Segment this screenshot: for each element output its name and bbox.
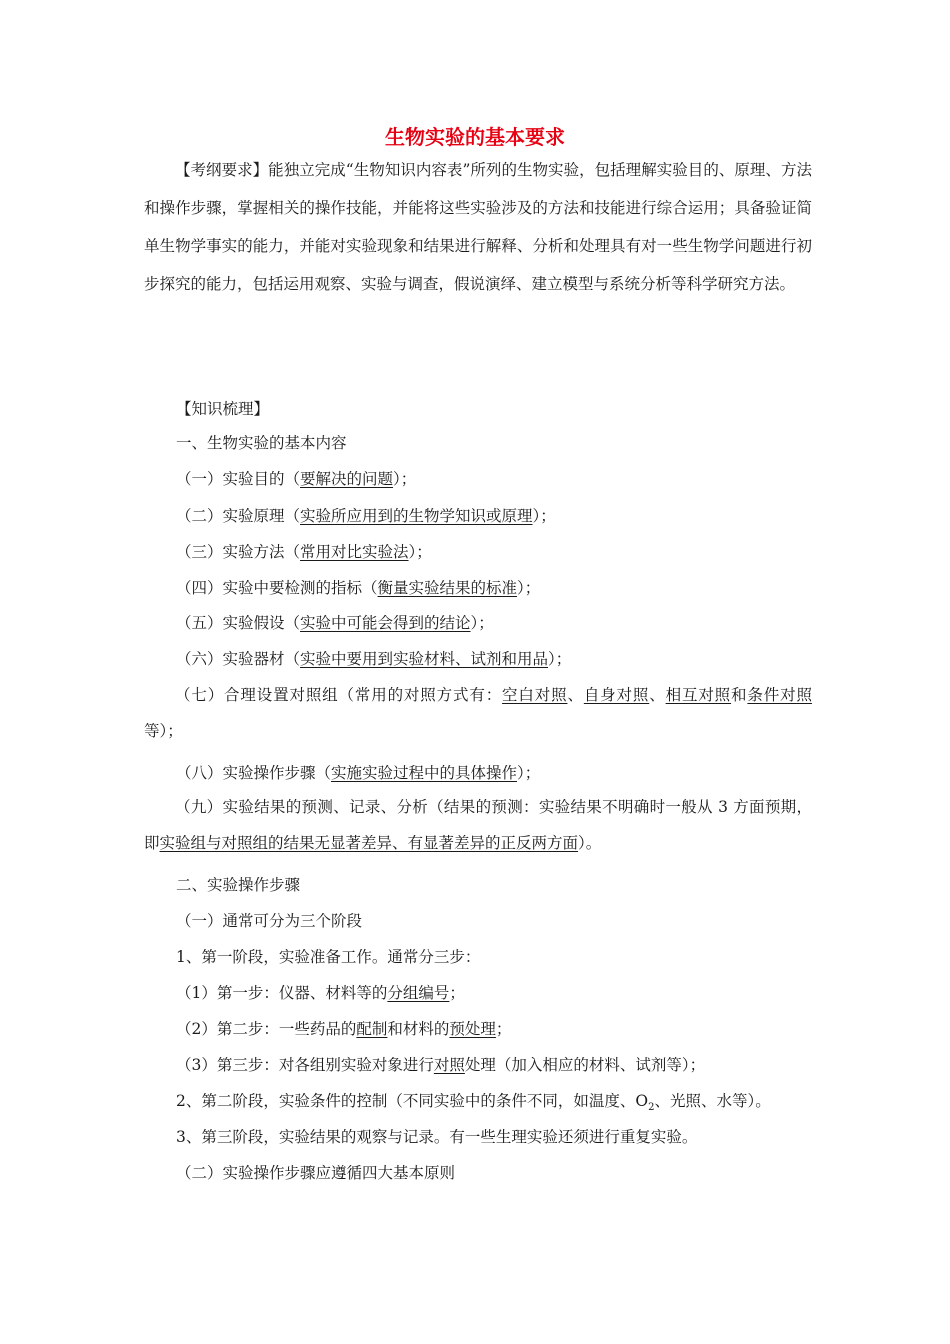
item-text: 和材料的 — [387, 1020, 450, 1038]
item-text: （2）第二步：一些药品的 — [176, 1020, 357, 1038]
item-text: （七）合理设置对照组（常用的对照方式有： — [175, 686, 503, 704]
syllabus-paragraph — [144, 151, 812, 303]
item-text: ）； — [517, 579, 541, 597]
knowledge-section-label: 【知识梳理】 — [176, 400, 270, 418]
underlined-text: 分组编号 — [387, 984, 450, 1002]
subsection-heading: （一）通常可分为三个阶段 — [176, 912, 363, 930]
underlined-text: 条件对照 — [747, 686, 812, 704]
item-text: ）； — [548, 650, 572, 668]
underlined-text: 实验中可能会得到的结论 — [300, 614, 471, 632]
item-text: ）； — [532, 507, 556, 525]
item-text: ）； — [408, 543, 432, 561]
underlined-text: 相互对照 — [665, 686, 732, 704]
underlined-text: 对照 — [433, 1056, 465, 1074]
syllabus-label: 【考纲要求】 — [175, 161, 269, 179]
item-text: （三）实验方法（ — [176, 543, 301, 561]
underlined-text: 实施实验过程中的具体操作 — [331, 764, 518, 782]
underlined-text: 实验中要用到实验材料、试剂和用品 — [300, 650, 549, 668]
item-text: ； — [449, 984, 465, 1002]
item-text: ）； — [517, 764, 541, 782]
stage-2 — [176, 1090, 771, 1119]
underlined-text: 自身对照 — [583, 686, 650, 704]
item-text: ）； — [393, 470, 417, 488]
underlined-text: 空白对照 — [502, 686, 568, 704]
list-item — [176, 541, 432, 563]
item-text: 、光照、水等）。 — [654, 1092, 771, 1110]
underlined-text: 衡量实验结果的标准 — [377, 579, 518, 597]
step-2 — [176, 1018, 511, 1040]
list-item — [176, 468, 416, 490]
subscript: 2 — [648, 1102, 655, 1114]
underlined-text: 常用对比实验法 — [300, 543, 409, 561]
underlined-text: 要解决的问题 — [300, 470, 394, 488]
item-text: （一）实验目的（ — [176, 470, 301, 488]
item-text: ）； — [470, 614, 494, 632]
item-text: （八）实验操作步骤（ — [176, 764, 332, 782]
list-item — [176, 505, 556, 527]
part1-heading: 一、生物实验的基本内容 — [176, 434, 347, 452]
document-title: 生物实验的基本要求 — [385, 125, 565, 149]
item-text: 2、第二阶段，实验条件的控制（不同实验中的条件不同，如温度、O — [176, 1092, 649, 1110]
item-text: （1）第一步：仪器、材料等的 — [176, 984, 388, 1002]
item-text: （二）实验原理（ — [176, 507, 301, 525]
underlined-text: 实验组与对照组的结果无显著差异、有显著差异的正反两方面 — [159, 834, 579, 852]
item-text: ）。 — [578, 834, 602, 852]
list-item-control-groups — [144, 677, 812, 749]
item-text: （3）第三步：对各组别实验对象进行 — [176, 1056, 434, 1074]
underlined-text: 预处理 — [449, 1020, 496, 1038]
item-text: （九）实验结果的预测、记录、分析（结果的预测：实验结果不明确时一般从 3 方面预期，即 — [144, 798, 812, 852]
item-text: 、 — [567, 686, 584, 704]
item-text: （四）实验中要检测的指标（ — [176, 579, 378, 597]
list-item — [176, 648, 571, 670]
step-3 — [176, 1054, 705, 1076]
item-text: 、 — [649, 686, 666, 704]
underlined-text: 配制 — [356, 1020, 388, 1038]
item-text: 处理（加入相应的材料、试剂等）； — [464, 1056, 706, 1074]
stage-3: 3、第三阶段，实验结果的观察与记录。有一些生理实验还须进行重复实验。 — [176, 1128, 698, 1146]
underlined-text: 实验所应用到的生物学知识或原理 — [300, 507, 533, 525]
list-item-result-prediction — [144, 789, 812, 861]
item-text: ； — [495, 1020, 512, 1038]
list-item — [176, 577, 540, 599]
part2-heading: 二、实验操作步骤 — [176, 876, 301, 894]
item-text: 等）； — [144, 722, 183, 740]
syllabus-text: 能独立完成“生物知识内容表”所列的生物实验，包括理解实验目的、原理、方法和操作步骤，掌握相关的操作技能，并能将这些实验涉及的方法和技能进行综合运用；具备验证简单生物学事实的能力，并能对实验现象和结果进行解释、分析和处理具有对一些生物学问题进行初步探究的能力，包括运用观察、实验与调查，假说演绎、建立模型与系统分析等科学研究方法。 — [144, 161, 812, 293]
item-text: （六）实验器材（ — [176, 650, 301, 668]
list-item — [176, 612, 494, 634]
item-text: （五）实验假设（ — [176, 614, 301, 632]
subsection-heading: （二）实验操作步骤应遵循四大基本原则 — [176, 1164, 456, 1182]
item-text: 和 — [731, 686, 748, 704]
stage-1: 1、第一阶段，实验准备工作。通常分三步： — [176, 948, 481, 966]
step-1 — [176, 982, 465, 1004]
list-item — [176, 762, 540, 784]
